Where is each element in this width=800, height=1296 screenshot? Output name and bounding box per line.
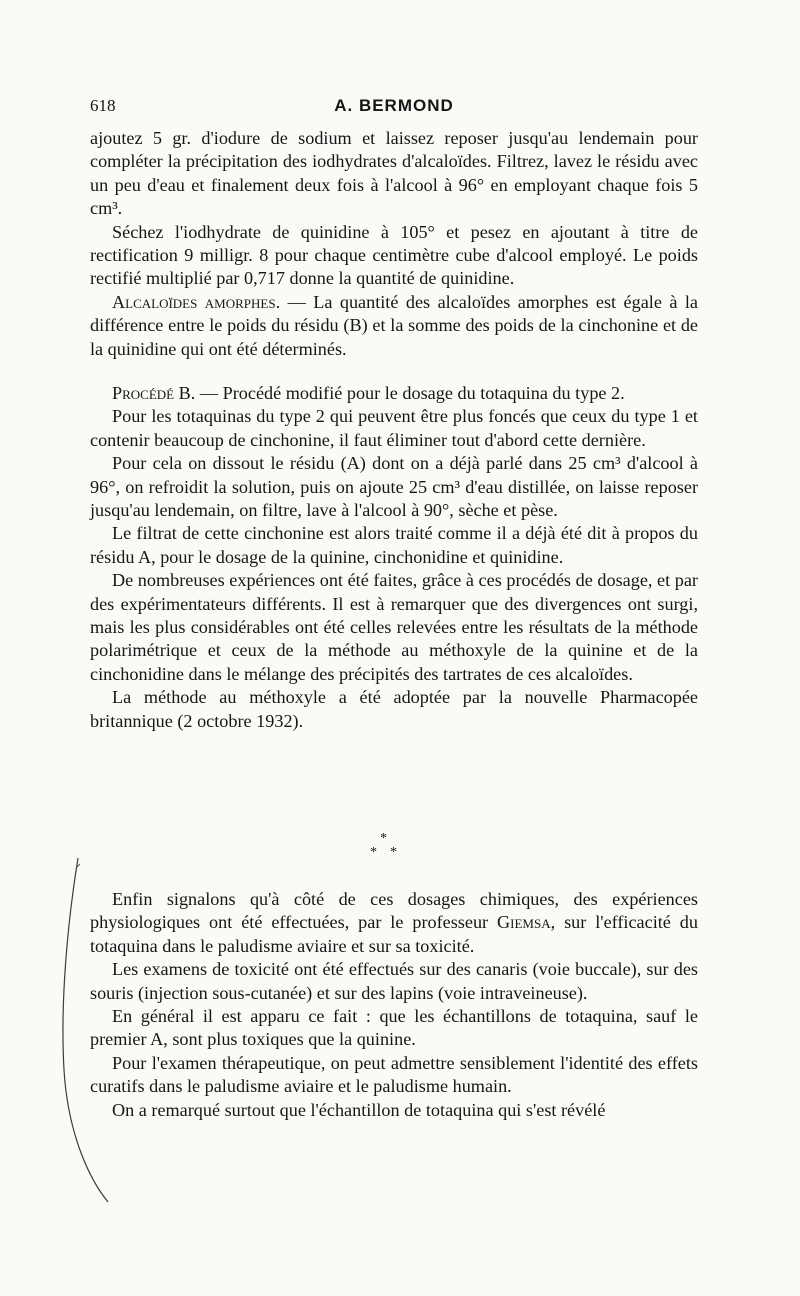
paragraph-remark: On a remarqué surtout que l'échantillon de totaquina qui s'est révélé: [112, 1099, 606, 1120]
author-name-giemsa: Giemsa: [497, 912, 551, 933]
asterism-star-left: *: [370, 845, 377, 860]
paragraph-filtrate: Le filtrat de cette cinchonine est alors traité comme il a déjà été dit à propos du résidu A, pour le dosage de la quinine, cinchonidine et quinidine.: [90, 523, 698, 567]
asterism-separator: [360, 832, 410, 872]
paragraph-continuation: ajoutez 5 gr. d'iodure de sodium et laissez reposer jusqu'au lendemain pour compléter la précipitation des iodhydrates d'alcaloïdes. Filtrez, lavez le résidu avec un peu d'eau et finalement deux fois à l'alcool à 96° en employant chaque fois 5 cm³.: [90, 128, 698, 219]
paragraph-procedure-b-title: [90, 382, 698, 405]
paragraph-pharmacopoeia: La méthode au méthoxyle a été adoptée par la nouvelle Pharmacopée britannique (2 octobre 1932).: [90, 687, 698, 731]
running-head: A. BERMOND: [334, 96, 454, 115]
amorphous-text: — La quantité des alcaloïdes amorphes est égale à la différence entre le poids du résidu (B) et la somme des poids de la cinchonine et de la quinidine qui ont été déterminés.: [90, 291, 698, 359]
page-number: 618: [90, 96, 116, 115]
paragraph-experiments: De nombreuses expériences ont été faites, grâce à ces procédés de dosage, et par des expérimentateurs différents. Il est à remarquer que des divergences ont surgi, mais les plus considérables ont été celles relevées entre les résultats de la méthode polarimétrique et ceux de la méthode au méthoxyle de la quinine et de la cinchonidine dans le mélange des précipités des tartrates de ces alcaloïdes.: [90, 570, 698, 684]
asterism-star-right: *: [390, 845, 397, 860]
page-header: [90, 96, 698, 120]
section-heading-procedure-b: Procédé B.: [112, 383, 196, 403]
giemsa-text-after: , sur l'efficacité du totaquina dans le paludisme aviaire et sur sa toxicité.: [90, 912, 698, 956]
procedure-b-subtitle: — Procédé modifié pour le dosage du totaquina du type 2.: [195, 383, 625, 403]
text-block-physiology: [90, 888, 698, 1122]
paragraph-type-2: Pour les totaquinas du type 2 qui peuvent être plus foncés que ceux du type 1 et contenir beaucoup de cinchonine, il faut éliminer tout d'abord cette dernière.: [90, 406, 698, 450]
paragraph-amorphous-alkaloids: [90, 291, 698, 361]
paragraph-giemsa: [90, 888, 698, 958]
paragraph-therapeutic: Pour l'examen thérapeutique, on peut admettre sensiblement l'identité des effets curatifs dans le paludisme aviaire et le paludisme humain.: [90, 1052, 698, 1097]
giemsa-text-before: Enfin signalons qu'à côté de ces dosages chimiques, des expériences physiologiques ont été effectuées, par le professeur: [90, 889, 698, 933]
text-block-procedure-b: [90, 382, 698, 733]
asterism-star-top: *: [380, 831, 387, 846]
paragraph-toxicity: Les examens de toxicité ont été effectués sur des canaris (voie buccale), sur des souris (injection sous-cutanée) et sur des lapins (voie intraveineuse).: [90, 959, 698, 1003]
paragraph-residue-a: Pour cela on dissout le résidu (A) dont on a déjà parlé dans 25 cm³ d'alcool à 96°, on refroidit la solution, puis on ajoute 25 cm³ d'eau distillée, on laisse reposer jusqu'au lendemain, on filtre, lave à l'alcool à 90°, sèche et pèse.: [90, 453, 698, 521]
paragraph-quinidine-drying: Séchez l'iodhydrate de quinidine à 105° et pesez en ajoutant à titre de rectification 9 milligr. 8 pour chaque centimètre cube d'alcool employé. Le poids rectifié multiplié par 0,717 donne la quantité de quinidine.: [90, 221, 698, 289]
section-heading-amorphous: Alcaloïdes amorphes.: [112, 291, 281, 312]
paragraph-general: En général il est apparu ce fait : que les échantillons de totaquina, sauf le premier A, sont plus toxiques que la quinine.: [90, 1006, 698, 1050]
text-block-top: [90, 127, 698, 361]
